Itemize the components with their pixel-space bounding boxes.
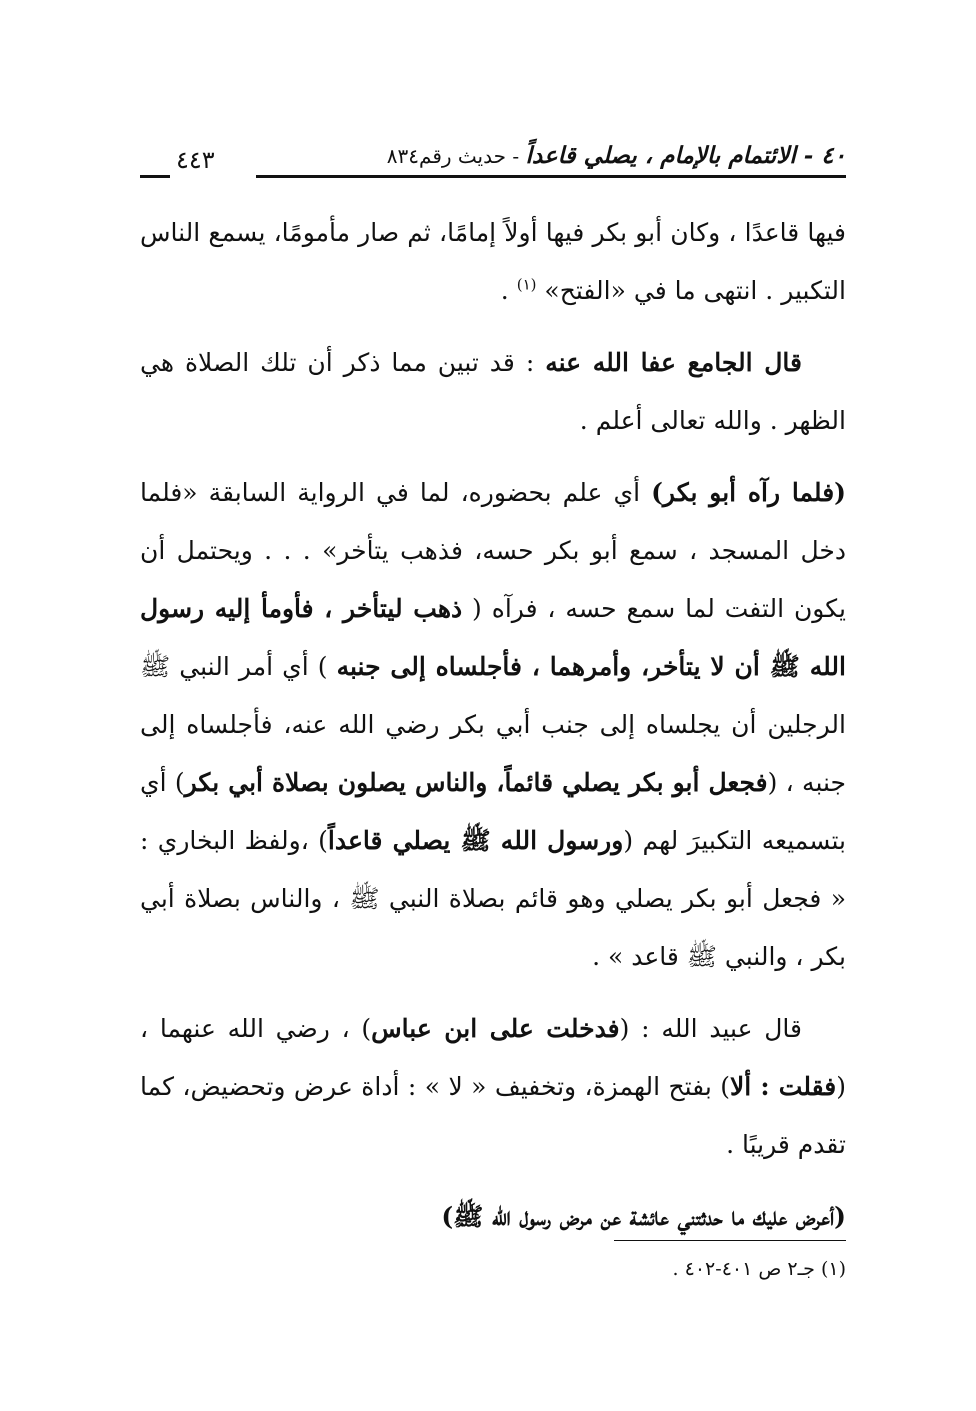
paragraph — [140, 334, 846, 450]
paragraph — [140, 1000, 846, 1174]
text-run: أي علم بحضوره، لما في الرواية السابقة «فلما دخل المسجد ، سمع أبو بكر حسه، فذهب يتأخر» . . . ويحتمل أن يكون التفت لما سمع حسه ، فرآه ( — [140, 478, 846, 623]
bold-quote: قال الجامع عفا الله عنه — [545, 348, 802, 377]
text-run: فيها قاعدًا ، وكان أبو بكر فيها أولاً إمامًا، ثم صار مأمومًا، يسمع الناس التكبير . انتهى ما في «الفتح» — [140, 218, 846, 305]
footnote: (١) جـ٢ ص ٤٠١-٤٠٢ . — [672, 1258, 846, 1280]
text-run: : قد تبين مما ذكر أن تلك الصلاة هي الظهر . والله تعالى أعلم . — [140, 348, 846, 435]
page-number: ٤٤٣ — [176, 146, 215, 174]
bold-quote: فجعل أبو بكر يصلي قائماً، والناس يصلون بصلاة أبي بكر — [184, 768, 768, 797]
chapter-title — [387, 142, 846, 169]
chapter-title-text: ٤٠ - الائتمام بالإمام ، يصلي قاعداً — [525, 142, 846, 169]
text-run: ) بفتح الهمزة، وتخفيف « لا » : أداة عرض وتحضيض، كما تقدم قريبًا . — [140, 1072, 846, 1159]
hadith-number: - حديث رقم٨٣٤ — [386, 144, 526, 168]
text-run: ) ،ولفظ البخاري : « فجعل أبو بكر يصلي وهو قائم بصلاة النبي ﷺ ، والناس بصلاة أبي بكر ، والنبي ﷺ قاعد » . — [140, 826, 846, 971]
text-run: ) أي أمر النبي ﷺ الرجلين أن يجلساه إلى جنب أبي بكر رضي الله عنه، فأجلساه إلى جنبه ، ( — [140, 652, 846, 797]
footnote-divider — [614, 1240, 846, 1241]
bold-quote: فقلت : ألا — [729, 1072, 837, 1101]
header-rule-left — [140, 175, 170, 178]
bold-quote: ورسول الله ﷺ يصلي قاعداً — [327, 826, 624, 855]
text-run: قال عبيد الله : ( — [619, 1014, 802, 1043]
page-header — [140, 138, 846, 182]
paragraph — [140, 464, 846, 986]
footnote-reference: (١) — [516, 275, 537, 294]
text-run: ) أي بتسميعه التكبيرَ لهم ( — [140, 768, 847, 855]
page-body — [140, 204, 846, 1260]
header-rule — [256, 175, 846, 178]
bold-quote: (فلما رآه أبو بكر) — [651, 478, 846, 507]
text-run: ) ، رضي الله عنهما ، ( — [140, 1014, 846, 1101]
bold-quote: (أعرض عليك ما حدثتني عائشة عن مرض رسول الله ﷺ) — [441, 1202, 846, 1231]
bold-quote: ذهب ليتأخر ، فأومأ إليه رسول الله ﷺ أن لا يتأخر، وأمرهما ، فأجلساه إلى جنبه — [140, 594, 846, 681]
bold-quote: فدخلت على ابن عباس — [371, 1014, 620, 1043]
paragraph — [140, 1188, 846, 1246]
paragraph — [140, 204, 846, 320]
text-run: . — [500, 276, 517, 305]
